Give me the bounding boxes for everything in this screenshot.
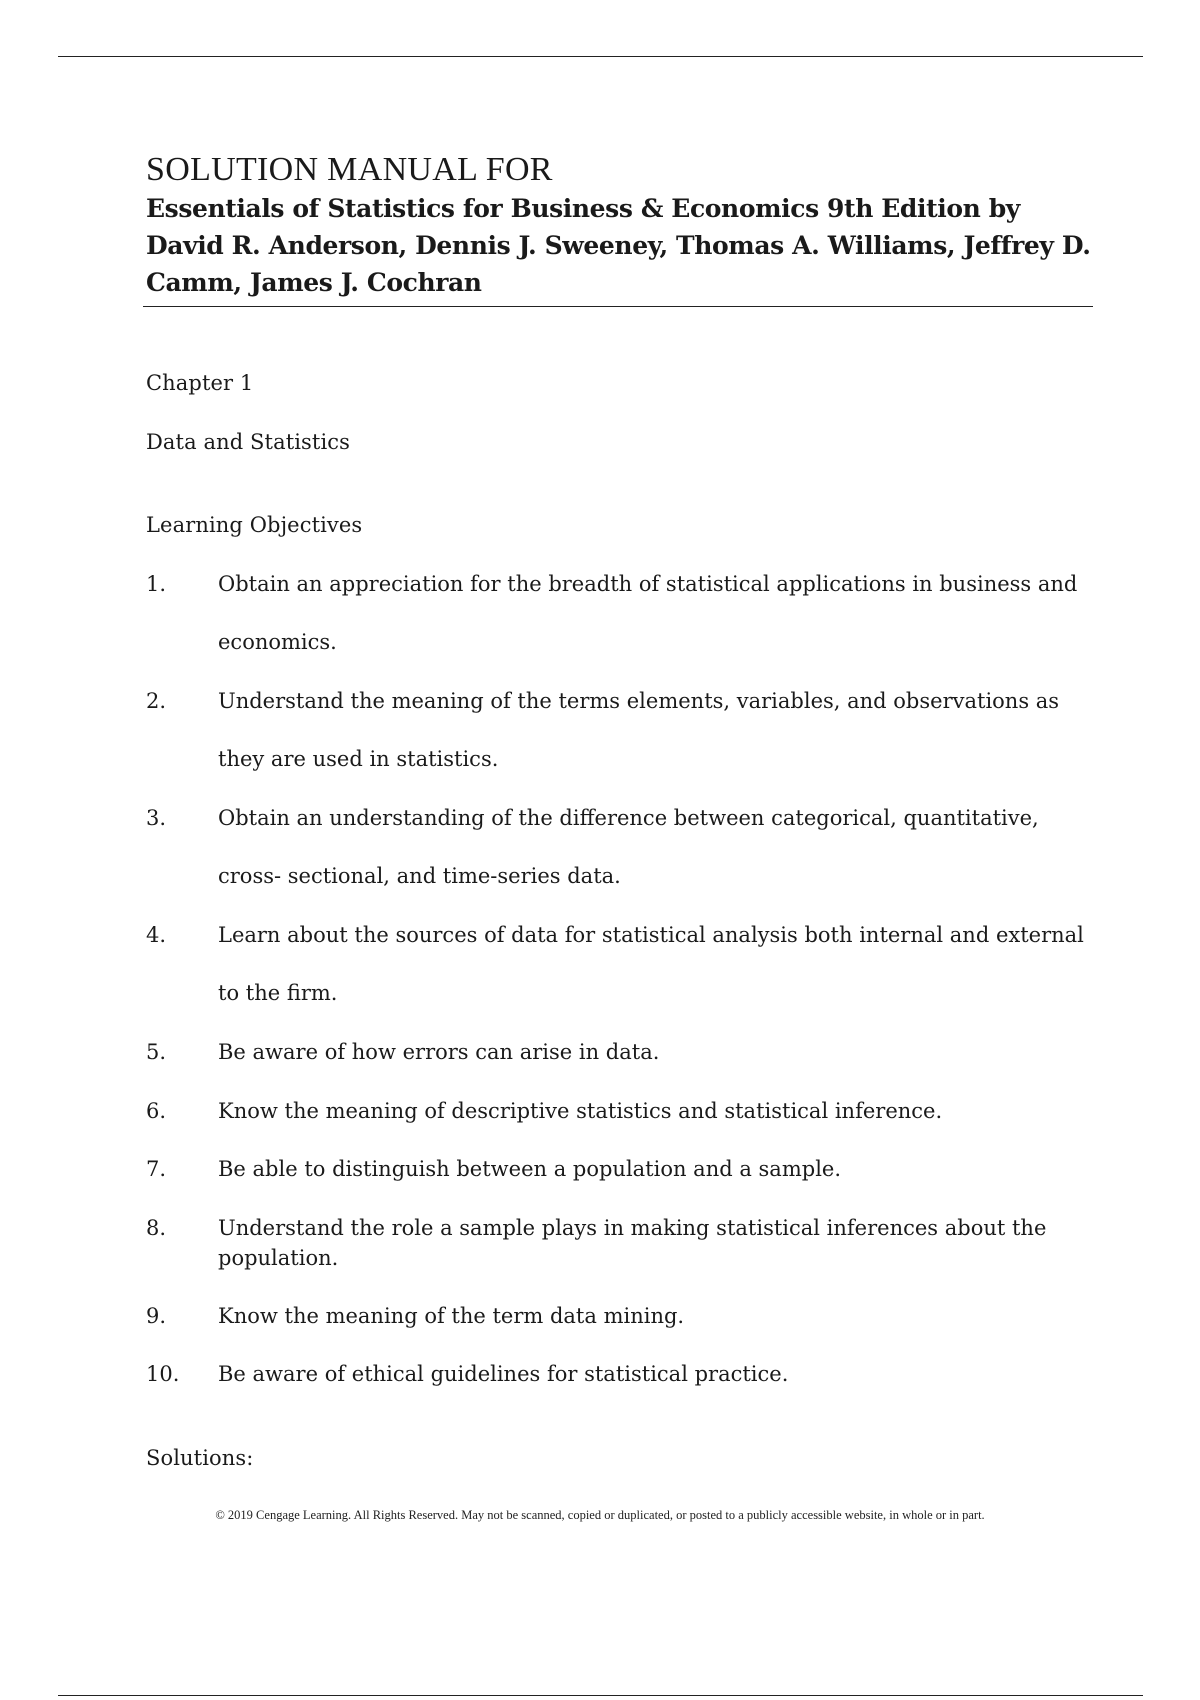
solutions-label: Solutions: xyxy=(146,1446,254,1470)
chapter-number: Chapter 1 xyxy=(146,371,254,395)
title-block xyxy=(146,150,1096,301)
objective-text: Obtain an understanding of the difference between categorical, quantitative, cross- sectional, and time-series data. xyxy=(218,806,1039,888)
objective-text: Understand the meaning of the terms elements, variables, and observations as they are used in statistics. xyxy=(218,689,1060,771)
objective-number: 10. xyxy=(146,1362,180,1386)
objective-text: Be able to distinguish between a population and a sample. xyxy=(218,1157,842,1181)
copyright-footer: © 2019 Cengage Learning. All Rights Reserved. May not be scanned, copied or duplicated, or posted to a publicly accessible website, in whole or in part. xyxy=(215,1508,985,1522)
objective-number: 9. xyxy=(146,1304,167,1328)
objective-number: 5. xyxy=(146,1040,167,1064)
objective-text: Understand the role a sample plays in making statistical inferences about the population. xyxy=(218,1216,1047,1270)
chapter-title: Data and Statistics xyxy=(146,430,351,454)
objective-text: Be aware of how errors can arise in data. xyxy=(218,1040,660,1064)
objective-text: Obtain an appreciation for the breadth of statistical applications in business and economics. xyxy=(218,572,1078,654)
objective-text: Know the meaning of the term data mining. xyxy=(218,1304,685,1328)
objective-text: Know the meaning of descriptive statistics and statistical inference. xyxy=(218,1099,943,1123)
top-rule xyxy=(58,56,1143,57)
document-label: SOLUTION MANUAL FOR xyxy=(146,151,553,188)
objective-number: 4. xyxy=(146,923,167,947)
book-title-and-authors: Essentials of Statistics for Business & Economics 9th Edition by David R. Anderson, Dennis J. Sweeney, Thomas A. Williams, Jeffrey D. Camm, James J. Cochran xyxy=(146,194,1091,297)
objectives-heading: Learning Objectives xyxy=(146,513,363,537)
objective-number: 8. xyxy=(146,1216,167,1240)
title-underline xyxy=(143,306,1093,307)
objective-text: Learn about the sources of data for statistical analysis both internal and external to the firm. xyxy=(218,923,1084,1005)
objective-number: 3. xyxy=(146,806,167,830)
objective-text: Be aware of ethical guidelines for statistical practice. xyxy=(218,1362,789,1386)
bottom-rule xyxy=(58,1695,1143,1696)
objective-number: 7. xyxy=(146,1157,167,1181)
objective-number: 1. xyxy=(146,572,167,596)
objective-number: 2. xyxy=(146,689,167,713)
objective-number: 6. xyxy=(146,1099,167,1123)
